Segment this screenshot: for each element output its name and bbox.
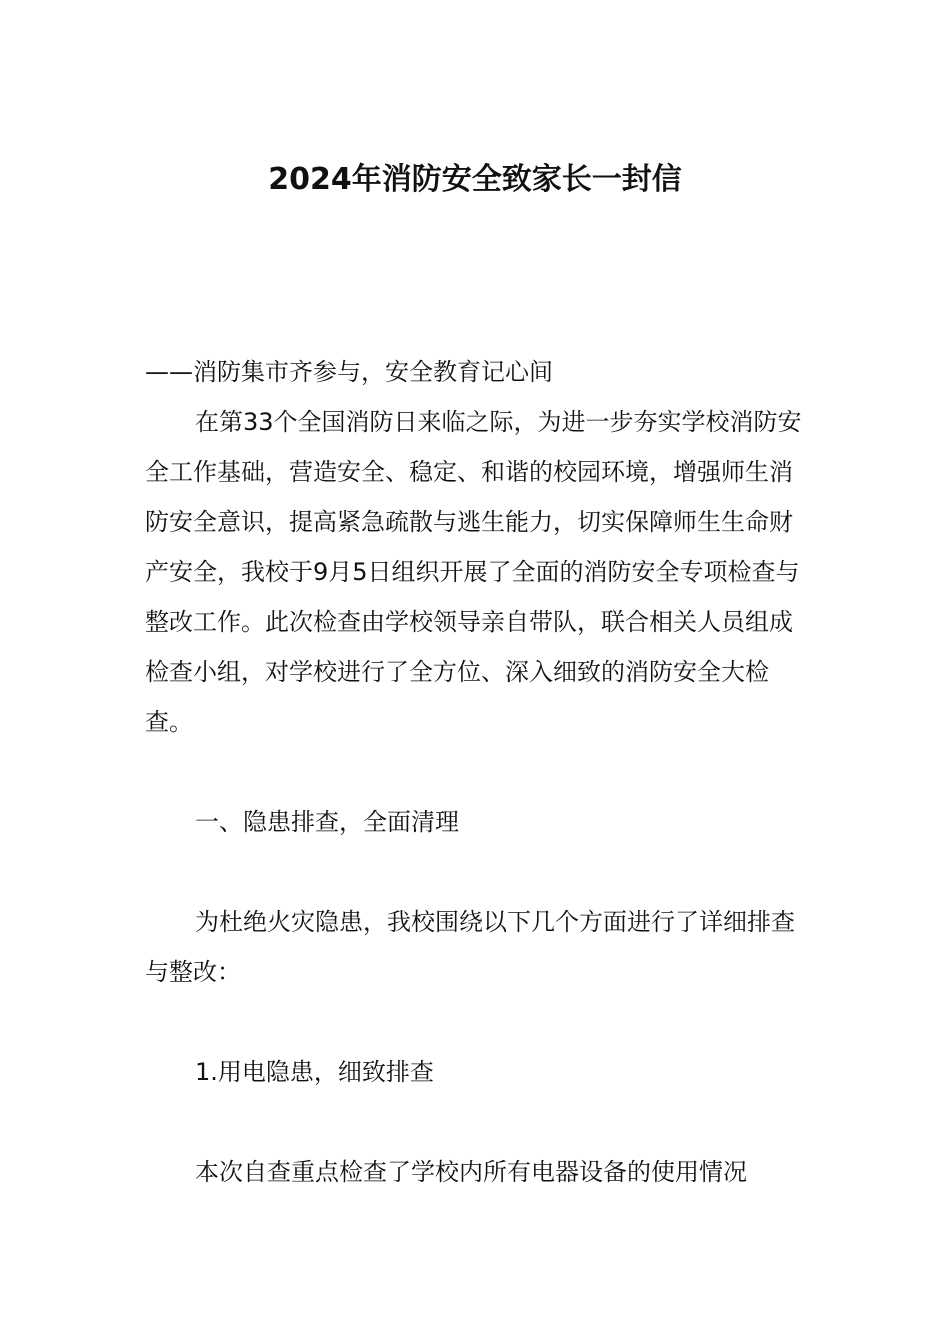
paragraph-spacer <box>145 847 810 897</box>
paragraph-spacer <box>145 1097 810 1147</box>
paragraph-spacer <box>145 997 810 1047</box>
section-heading: 一、隐患排查，全面清理 <box>195 808 459 836</box>
document-subtitle: ——消防集市齐参与，安全教育记心间 <box>145 358 553 386</box>
subsection-text: 本次自查重点检查了学校内所有电器设备的使用情况 <box>195 1158 747 1186</box>
paragraph-spacer <box>145 747 810 797</box>
document-body <box>145 347 810 1197</box>
section-intro: 为杜绝火灾隐患，我校围绕以下几个方面进行了详细排查与整改： <box>145 908 795 986</box>
subsection-heading: 1.用电隐患，细致排查 <box>195 1058 434 1086</box>
document-title: 2024年消防安全致家长一封信 <box>268 162 682 197</box>
intro-paragraph: 在第33个全国消防日来临之际，为进一步夯实学校消防安全工作基础，营造安全、稳定、和谐的校园环境，增强师生消防安全意识，提高紧急疏散与逃生能力，切实保障师生生命财产安全，我校于9月5日组织开展了全面的消防安全专项检查与整改工作。此次检查由学校领导亲自带队，联合相关人员组成检查小组，对学校进行了全方位、深入细致的消防安全大检查。 <box>145 408 802 736</box>
